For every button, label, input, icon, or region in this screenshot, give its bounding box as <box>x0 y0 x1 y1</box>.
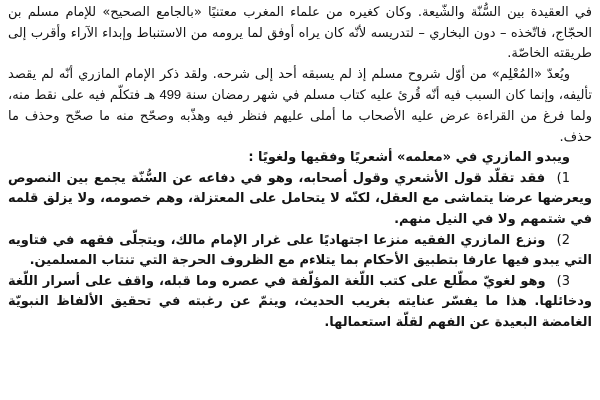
list-item-number: 2) <box>556 232 571 248</box>
sharh-paragraph <box>8 65 592 148</box>
intro-paragraph <box>8 3 592 65</box>
sharh-text-after: هـ فتكلّم فيه على نقط منه، ولما فرغ من القراءة عرض عليه الأصحاب ما أملى عليهم فنظر فيه وهذّبه وصحّح منه ما صحّح وحذف ما حذف. <box>8 88 592 145</box>
list-item-number: 1) <box>556 170 570 186</box>
list-item-text: ونزع المازري الفقيه منزعا اجتهاديًا على غرار الإمام مالك، ويتجلّى فقهه في فتاويه التي يبدو فيها عارفا بتطبيق الأحكام بما يتلاءم مع الظروف الحرجة التي تنتاب المسلمين. <box>8 232 592 269</box>
list-item-number: 3) <box>556 273 570 289</box>
year-number: 499 <box>159 87 182 103</box>
list-item <box>8 169 592 231</box>
section-heading <box>8 148 592 169</box>
intro-text: في العقيدة بين السُّنّة والشّيعة. وكان كغيره من علماء المغرب معتنيًا «بالجامع الصحيح» للإمام مسلم بن الحجّاج، فاتّخذه – دون البخاري – لتدريسه لأنّه كان يراه أوفق لما يرومه من الاستنباط وإبداء الآراء وأقرب إلى طريقته الخاصّة. <box>8 5 592 62</box>
list-item <box>8 231 592 272</box>
list-item <box>8 272 592 334</box>
section-heading-text: ويبدو المازري في «معلمه» أشعريًا وفقيها ولغويًا : <box>248 150 570 166</box>
sharh-text-before: ويُعدّ «المُعْلِم» من أوّل شروح مسلم إذ لم يسبقه أحد إلى شرحه. ولقد ذكر الإمام المازري أنّه لم يقصد تأليفه، وإنما كان السبب فيه أنّه قُرئ عليه كتاب مسلم في شهر رمضان سنة <box>8 66 592 104</box>
list-item-text: وهو لغويّ مطّلع على كتب اللّغة المؤلّفة في عصره وما قبله، واقف على أسرار اللّغة ودخائلها. هذا ما يفسّر عنايته بغريب الحديث، وينمّ عن رغبته في تحقيق الألفاظ النبويّة الغامضة البعيدة عن الفهم لقلّة استعمالها. <box>8 273 592 330</box>
list-item-text: فقد تقلّد قول الأشعري وقول أصحابه، وهو في دفاعه عن السُّنّة يجمع بين النصوص ويعرضها عرضا يتماشى مع العقل، لكنّه لا يتحامل على المعتزلة، وهم خصومه، ولا يزلق قلمه في شتمهم ولا في النيل منهم. <box>8 170 592 227</box>
